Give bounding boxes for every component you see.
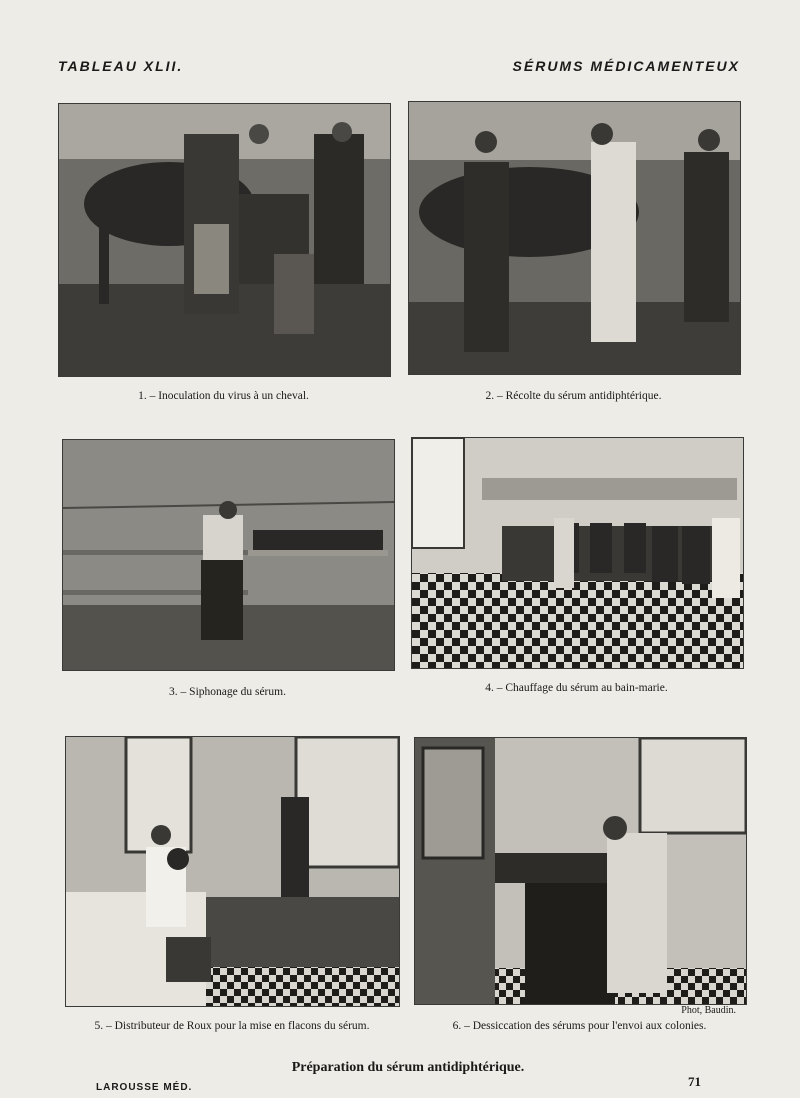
photo-serum-harvest <box>408 101 741 375</box>
plate-title: SÉRUMS MÉDICAMENTEUX <box>512 58 740 74</box>
photo-caption: 4. – Chauffage du sérum au bain-marie. <box>485 682 668 694</box>
photo-caption: 5. – Distributeur de Roux pour la mise en flacons du sérum. <box>94 1020 370 1032</box>
photo-siphoning <box>62 439 395 671</box>
plate-caption: Préparation du sérum antidiphtérique. <box>291 1060 525 1075</box>
photo-caption: 3. – Siphonage du sérum. <box>169 686 286 698</box>
photo-caption: 6. – Dessiccation des sérums pour l'envoi aux colonies. <box>452 1020 707 1032</box>
plate-number: TABLEAU XLII. <box>58 58 184 74</box>
photo-caption: 2. – Récolte du sérum antidiphtérique. <box>485 390 662 402</box>
photo-desiccation <box>414 737 747 1005</box>
photo-horse-inoculation <box>58 103 391 377</box>
photo-credit: Phot, Baudin. <box>681 1005 736 1016</box>
photo-caption: 1. – Inoculation du virus à un cheval. <box>138 390 309 402</box>
publisher-name: LAROUSSE MÉD. <box>96 1082 193 1093</box>
page-number: 71 <box>688 1074 701 1089</box>
photo-water-bath <box>411 437 744 669</box>
photo-roux-distributor <box>65 736 400 1007</box>
